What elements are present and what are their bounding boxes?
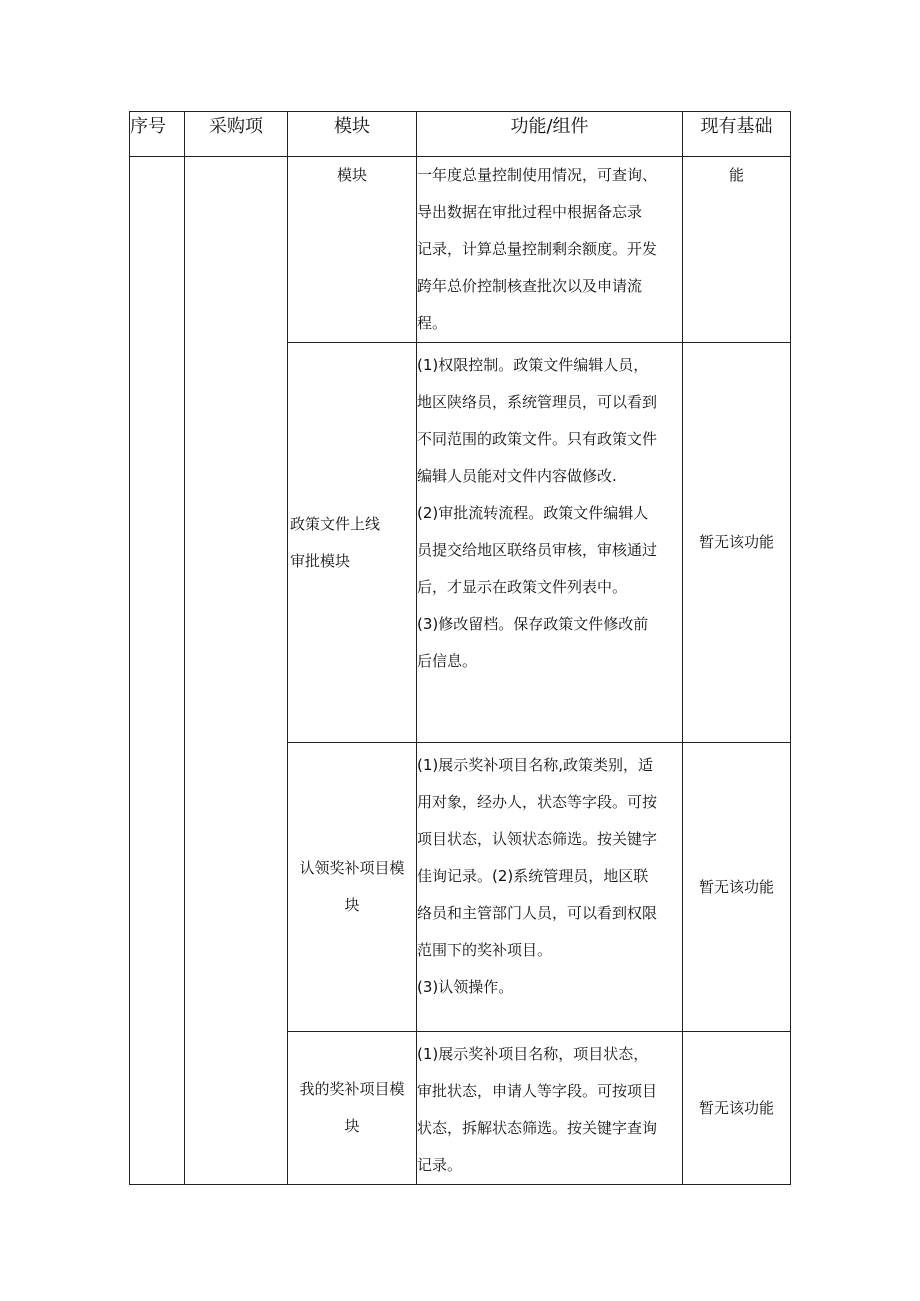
function-line: (3)修改留档。保存政策文件修改前 bbox=[417, 615, 649, 633]
function-cell bbox=[417, 343, 683, 743]
base-cell: 暂无该功能 bbox=[683, 343, 791, 743]
function-cell bbox=[417, 1032, 683, 1185]
base-cell: 暂无该功能 bbox=[683, 1032, 791, 1185]
header-item: 采购项 bbox=[185, 112, 288, 157]
function-line: 项目状态，认领状态筛选。按关键字 bbox=[417, 830, 658, 848]
module-line: 认领奖补项目模 bbox=[299, 859, 405, 877]
function-line: (1)展示奖补项目名称,政策类别，适 bbox=[417, 756, 654, 774]
header-function: 功能/组件 bbox=[417, 112, 683, 157]
module-line: 政策文件上线 bbox=[290, 514, 381, 533]
function-line: (1)展示奖补项目名称，项目状态， bbox=[417, 1045, 649, 1063]
header-module: 模块 bbox=[288, 112, 417, 157]
header-seq: 序号 bbox=[130, 112, 185, 157]
function-line: (2)审批流转流程。政策文件编辑人 bbox=[417, 504, 649, 522]
module-cell bbox=[288, 343, 417, 743]
function-line: 范围下的奖补项目。 bbox=[417, 941, 553, 959]
function-cell bbox=[417, 743, 683, 1032]
function-line: 后，才显示在政策文件列表中。 bbox=[417, 578, 628, 596]
function-line: 地区陕络员，系统管理员，可以看到 bbox=[417, 393, 658, 411]
module-cell bbox=[288, 743, 417, 1032]
function-line: 一年度总量控制使用情况，可查询、 bbox=[417, 166, 658, 184]
function-line: (1)权限控制。政策文件编辑人员， bbox=[417, 356, 649, 374]
function-line: 状态，拆解状态筛选。按关键字查询 bbox=[417, 1119, 658, 1137]
seq-cell bbox=[130, 157, 185, 1185]
function-line: 后信息。 bbox=[417, 652, 478, 670]
module-line: 模块 bbox=[336, 166, 367, 184]
spec-table bbox=[129, 111, 791, 1185]
function-cell bbox=[417, 157, 683, 343]
function-line: 络员和主管部门人员，可以看到权限 bbox=[417, 904, 658, 922]
module-line: 块 bbox=[344, 1117, 360, 1135]
item-cell bbox=[185, 157, 288, 1185]
function-line: 员提交给地区联络员审核，审核通过 bbox=[417, 541, 658, 559]
function-line: 记录，计算总量控制剩余额度。开发 bbox=[417, 240, 658, 258]
module-line: 我的奖补项目模 bbox=[299, 1080, 405, 1098]
table-row bbox=[130, 157, 791, 343]
function-line: 编辑人员能对文件内容做修改. bbox=[417, 467, 617, 485]
module-cell bbox=[288, 157, 417, 343]
module-cell bbox=[288, 1032, 417, 1185]
header-row bbox=[130, 112, 791, 157]
function-line: (3)认领操作。 bbox=[417, 978, 514, 996]
function-line: 记录。 bbox=[417, 1156, 463, 1174]
module-line: 审批模块 bbox=[290, 551, 351, 570]
function-line: 程。 bbox=[417, 314, 448, 332]
module-line: 块 bbox=[344, 896, 360, 914]
function-line: 佳询记录。(2)系统管理员，地区联 bbox=[417, 867, 649, 885]
header-base: 现有基础 bbox=[683, 112, 791, 157]
function-line: 审批状态，申请人等字段。可按项目 bbox=[417, 1082, 658, 1100]
function-line: 跨年总价控制核查批次以及申请流 bbox=[417, 277, 643, 295]
function-line: 用对象，经办人，状态等字段。可按 bbox=[417, 793, 658, 811]
function-line: 导出数据在审批过程中根据备忘录 bbox=[417, 203, 643, 221]
function-line: 不同范围的政策文件。只有政策文件 bbox=[417, 430, 658, 448]
base-cell: 能 bbox=[683, 157, 791, 343]
base-cell: 暂无该功能 bbox=[683, 743, 791, 1032]
